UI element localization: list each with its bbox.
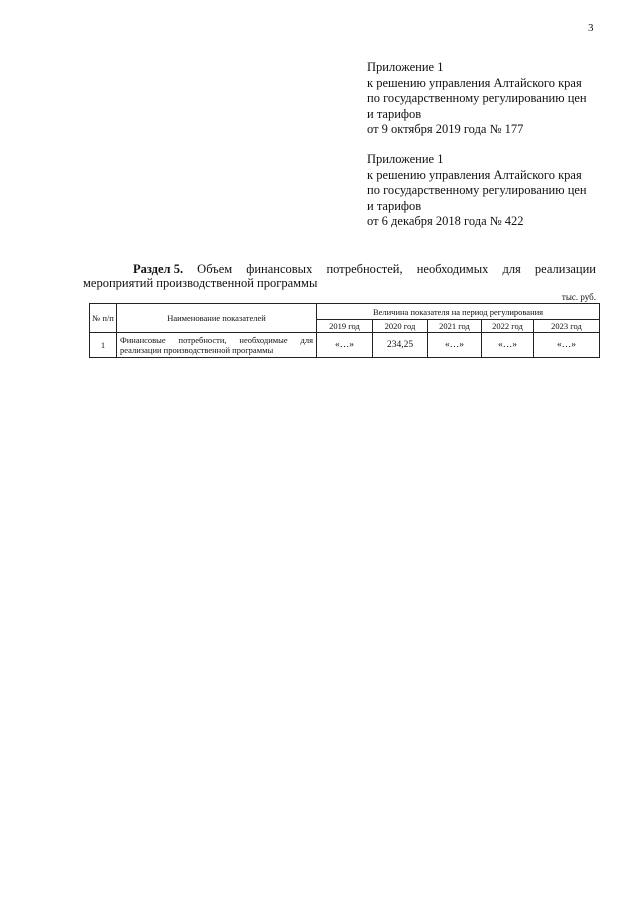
appendix-previous: [367, 152, 617, 230]
appendix-title: Приложение 1: [367, 60, 444, 74]
table-row: [90, 333, 600, 358]
section-heading: [83, 262, 596, 290]
section-word: финансовых: [246, 262, 313, 276]
row-value-2020: 234,25: [373, 333, 428, 358]
appendix-line: по государственному регулированию цен: [367, 91, 587, 105]
header-year: 2020 год: [373, 320, 428, 333]
header-year: 2022 год: [482, 320, 534, 333]
appendix-line: и тарифов: [367, 106, 422, 121]
appendix-line: к решению управления Алтайского края: [367, 167, 582, 182]
row-value-2021: «…»: [428, 333, 482, 358]
row-name: Финансовые потребности, необходимые для реализации производственной программы: [117, 333, 317, 358]
header-year: 2021 год: [428, 320, 482, 333]
section-word: Объем: [197, 262, 233, 276]
appendix-current: [367, 60, 617, 138]
section-word: необходимых: [416, 262, 489, 276]
appendix-line: к решению управления Алтайского края: [367, 75, 582, 90]
appendix-date: от 9 октября 2019 года № 177: [367, 122, 524, 136]
units-label: тыс. руб.: [561, 292, 596, 302]
section-word: потребностей,: [326, 262, 403, 276]
header-year: 2023 год: [534, 320, 600, 333]
header-name: Наименование показателей: [117, 304, 317, 333]
section-word: реализации: [534, 262, 596, 276]
section-label: Раздел 5.: [133, 262, 184, 276]
appendix-line: по государственному регулированию цен: [367, 183, 587, 197]
appendix-title: Приложение 1: [367, 152, 444, 166]
financial-needs-table: [89, 303, 600, 358]
section-word: для: [502, 262, 521, 276]
header-year: 2019 год: [317, 320, 373, 333]
header-period-group: Величина показателя на период регулирования: [317, 304, 600, 320]
row-value-2019: «…»: [317, 333, 373, 358]
row-value-2022: «…»: [482, 333, 534, 358]
appendix-line: и тарифов: [367, 198, 422, 213]
section-heading-line-2: мероприятий производственной программы: [83, 276, 318, 290]
page-number: 3: [588, 22, 594, 34]
appendix-date: от 6 декабря 2018 года № 422: [367, 214, 524, 228]
section-heading-line-1: [83, 262, 596, 276]
header-number: № п/п: [90, 304, 117, 333]
row-number: 1: [90, 333, 117, 358]
row-value-2023: «…»: [534, 333, 600, 358]
